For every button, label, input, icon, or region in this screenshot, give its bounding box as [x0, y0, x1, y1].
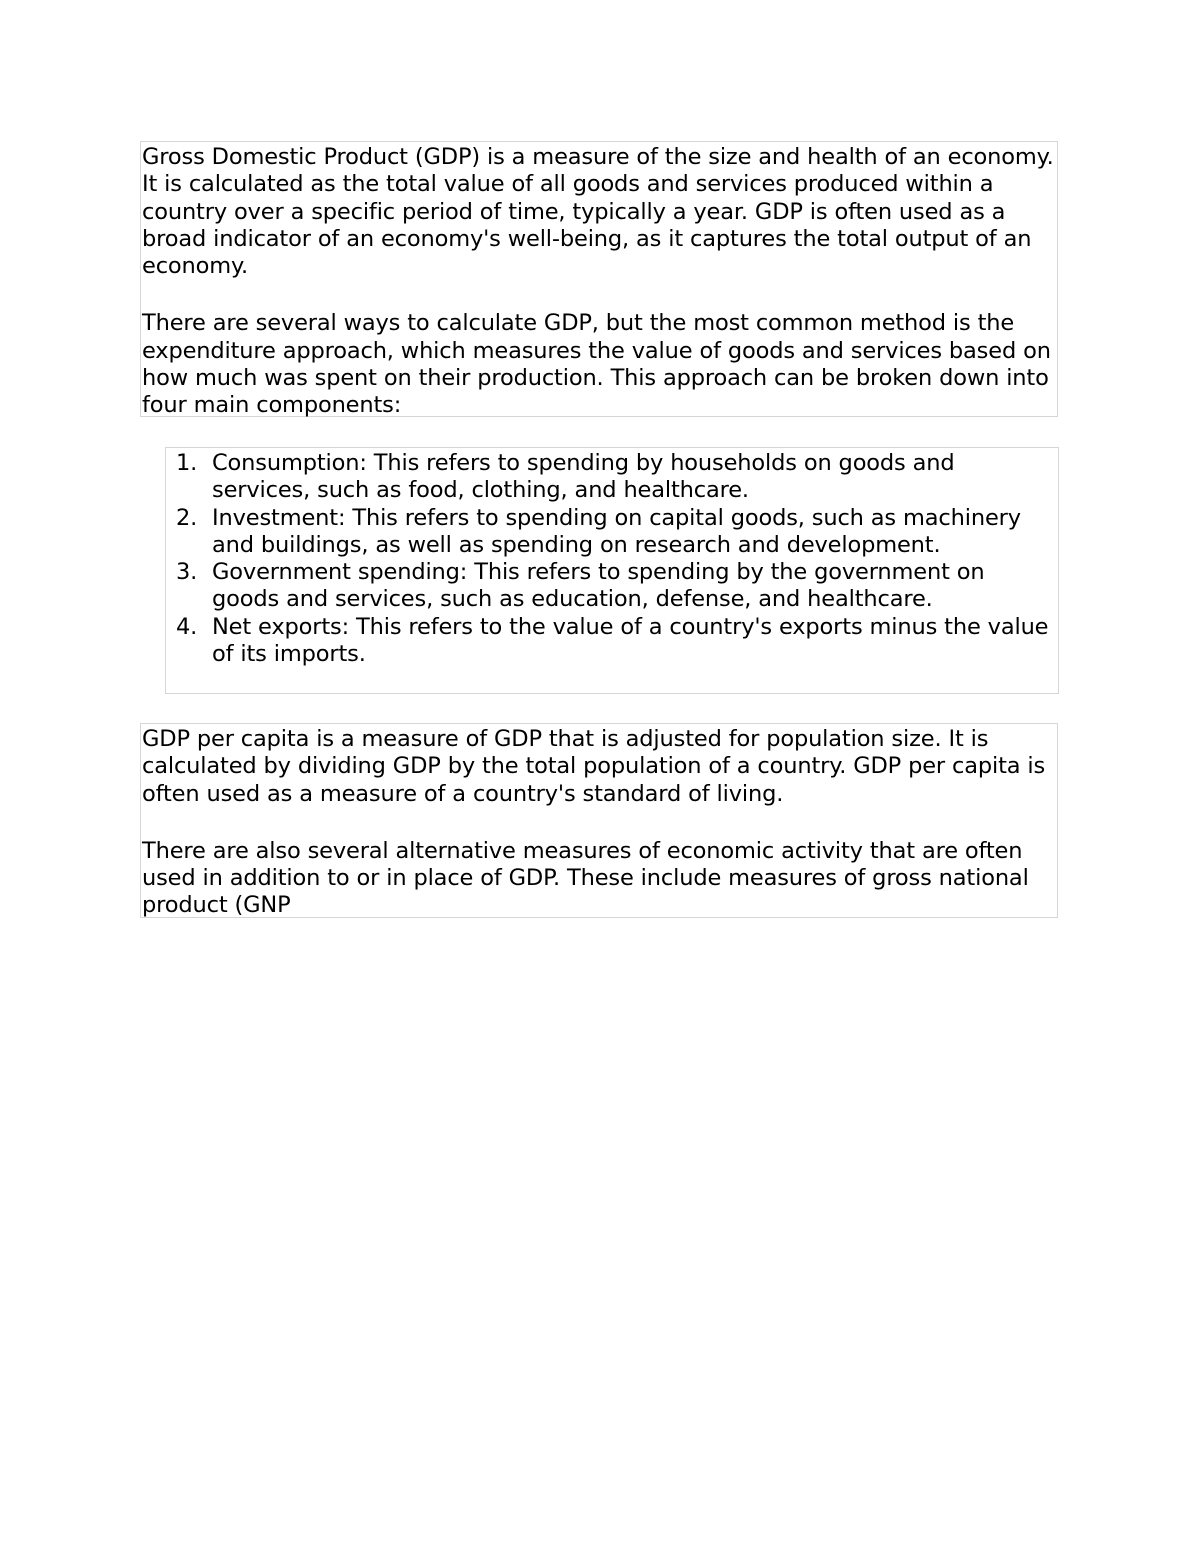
list-item-number: 3. [176, 559, 198, 586]
list-item-text: Government spending: This refers to spending by the government on goods and services, such as education, defense, and healthcare. [212, 559, 985, 613]
list-item-number: 4. [176, 613, 198, 640]
intro-text-block [140, 141, 1058, 417]
list-item [166, 505, 1058, 560]
components-list [166, 450, 1058, 668]
per-capita-text-block [140, 723, 1058, 918]
list-item-text: Consumption: This refers to spending by households on goods and services, such as food, clothing, and healthcare. [212, 450, 955, 504]
per-capita-paragraph: GDP per capita is a measure of GDP that is adjusted for population size. It is calculated by dividing GDP by the total population of a country. GDP per capita is often used as a measure of a country's standard of living. [142, 726, 1046, 807]
list-item-number: 2. [176, 504, 198, 531]
list-item-number: 1. [176, 450, 198, 476]
list-item-text: Net exports: This refers to the value of a country's exports minus the value of its imports. [212, 613, 1049, 668]
list-item [166, 559, 1058, 614]
list-item [166, 450, 1058, 505]
intro-paragraph: Gross Domestic Product (GDP) is a measure of the size and health of an economy. It is calculated as the total value of all goods and services produced within a country over a specific period of time, typically a year. GDP is often used as a broad indicator of an economy's well-being, as it captures the total output of an economy. [142, 144, 1054, 280]
components-list-block [165, 447, 1059, 694]
list-item [166, 614, 1058, 669]
list-item-text: Investment: This refers to spending on capital goods, such as machinery and buildings, as well as spending on research and development. [212, 504, 1021, 558]
intro-paragraph: There are several ways to calculate GDP, but the most common method is the expenditure approach, which measures the value of goods and services based on how much was spent on their production. This approach can be broken down into four main components: [142, 310, 1051, 419]
per-capita-paragraph: There are also several alternative measures of economic activity that are often used in addition to or in place of GDP. These include measures of gross national product (GNP [142, 837, 1029, 919]
